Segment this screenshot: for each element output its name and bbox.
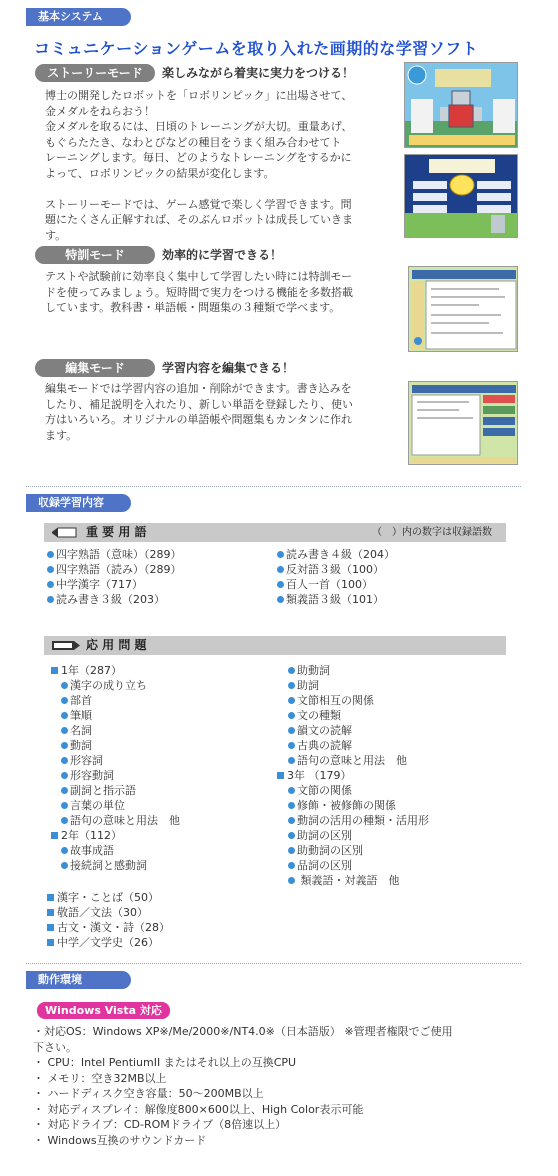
divider bbox=[26, 963, 521, 964]
env-line: ・対応OS：Windows XP※/Me/2000※/NT4.0※（日本語版） ※管理者権限でご使用 bbox=[33, 1025, 453, 1038]
bullet-icon bbox=[288, 802, 295, 809]
list-item: 古文・漢文・詩（28） bbox=[47, 920, 170, 935]
vocab-header-bar bbox=[44, 523, 506, 542]
mode-tagline-story: 楽しみながら着実に実力をつける！ bbox=[162, 66, 355, 80]
mode-desc-story: 博士の開発したロボットを「ロボリンピック」に出場させて、 金メダルをねらおう！ 金メダルを取るには、日頃のトレーニングが大切。重量あげ、 もぐらたたき、なわとびなどの種目をうまく組み合わせてト レーニングします。毎日、どのようなトレーニングをするかに よって、ロボリンピックの結果が変化します。 ストーリーモードでは、ゲーム感覚で楽しく学習できます。問 題にたくさん正解すれば、そのぶんロボットは成長していきま す。 bbox=[45, 89, 353, 242]
list-item: 類義語・対義語 他 bbox=[288, 873, 400, 888]
bullet-icon bbox=[61, 817, 68, 824]
list-item: 助動詞 bbox=[288, 663, 330, 678]
list-item: 2年（112） bbox=[51, 828, 122, 843]
list-item: 故事成語 bbox=[61, 843, 114, 858]
list-item: 類義語３級（101） bbox=[277, 592, 384, 607]
bullet-icon bbox=[288, 817, 295, 824]
bullet-icon bbox=[47, 551, 54, 558]
training-window-image bbox=[409, 267, 518, 352]
bullet-icon bbox=[61, 697, 68, 704]
list-item: 品詞の区別 bbox=[288, 858, 352, 873]
list-item: 中学漢字（717） bbox=[47, 577, 143, 592]
bullet-icon bbox=[288, 667, 295, 674]
bullet-icon bbox=[47, 939, 54, 946]
edit-mode-screenshot bbox=[408, 381, 518, 465]
env-line: ・ メモリ：空き32MB以上 bbox=[33, 1072, 167, 1085]
list-item: 敬語／文法（30） bbox=[47, 905, 148, 920]
bullet-icon bbox=[61, 682, 68, 689]
list-item: 副詞と指示語 bbox=[61, 783, 136, 798]
list-item: 韻文の読解 bbox=[288, 723, 352, 738]
list-item: 語句の意味と用法 他 bbox=[288, 753, 407, 768]
bullet-icon bbox=[47, 894, 54, 901]
bullet-icon bbox=[61, 727, 68, 734]
list-item: 筆順 bbox=[61, 708, 92, 723]
training-mode-screenshot bbox=[408, 266, 518, 352]
bullet-icon bbox=[51, 667, 58, 674]
quiz-scene-image bbox=[405, 155, 518, 238]
bullet-icon bbox=[288, 787, 295, 794]
bullet-icon bbox=[61, 712, 68, 719]
bullet-icon bbox=[47, 581, 54, 588]
robot-scene-image bbox=[405, 63, 518, 148]
bullet-icon bbox=[288, 757, 295, 764]
env-line: ・ 対応ドライブ：CD-ROMドライブ（8倍速以上） bbox=[33, 1118, 287, 1131]
list-item: 古典の読解 bbox=[288, 738, 352, 753]
bullet-icon bbox=[277, 551, 284, 558]
mode-label-edit: 編集モード bbox=[35, 359, 155, 377]
bullet-icon bbox=[61, 862, 68, 869]
bullet-icon bbox=[61, 847, 68, 854]
list-item: 四字熟語（読み）（289） bbox=[47, 562, 182, 577]
list-item: 3年 （179） bbox=[277, 768, 352, 783]
windows-vista-badge: Windows Vista 対応 bbox=[37, 1002, 170, 1019]
list-item: 読み書き３級（203） bbox=[47, 592, 165, 607]
pencil-icon bbox=[52, 527, 78, 538]
section-label-env: 動作環境 bbox=[26, 971, 131, 989]
mode-desc-edit: 編集モードでは学習内容の追加・削除ができます。書き込みを したり、補足説明を入れたり、新しい単語を登録したり、使い 方はいろいろ。オリジナルの単語帳や問題集もカンタンに作れ ます。 bbox=[45, 382, 353, 442]
bullet-icon bbox=[288, 727, 295, 734]
list-item: 語句の意味と用法 他 bbox=[61, 813, 180, 828]
story-mode-screenshot-1 bbox=[404, 62, 518, 148]
bullet-icon bbox=[47, 596, 54, 603]
list-item: 修飾・被修飾の関係 bbox=[288, 798, 396, 813]
bullet-icon bbox=[47, 566, 54, 573]
list-item: 読み書き４級（204） bbox=[277, 547, 395, 562]
headline: コミュニケーションゲームを取り入れた画期的な学習ソフト bbox=[34, 39, 479, 58]
bullet-icon bbox=[288, 697, 295, 704]
bullet-icon bbox=[51, 832, 58, 839]
bullet-icon bbox=[277, 581, 284, 588]
section-label-system: 基本システム bbox=[26, 8, 131, 26]
list-item: 名詞 bbox=[61, 723, 92, 738]
list-item: 漢字・ことば（50） bbox=[47, 890, 159, 905]
mode-label-story: ストーリーモード bbox=[35, 64, 155, 82]
bullet-icon bbox=[47, 909, 54, 916]
bullet-icon bbox=[288, 712, 295, 719]
mode-tagline-edit: 学習内容を編集できる！ bbox=[162, 361, 295, 375]
bullet-icon bbox=[288, 682, 295, 689]
list-item: 百人一首（100） bbox=[277, 577, 373, 592]
applied-title: 応 用 問 題 bbox=[86, 638, 147, 652]
bullet-icon bbox=[47, 924, 54, 931]
env-line: ・ 対応ディスプレイ：解像度800×600以上、High Color表示可能 bbox=[33, 1103, 364, 1116]
bullet-icon bbox=[61, 757, 68, 764]
bullet-icon bbox=[61, 742, 68, 749]
list-item: 接続詞と感動詞 bbox=[61, 858, 147, 873]
env-line: ・ Windows互換のサウンドカード bbox=[33, 1134, 207, 1147]
list-item: 中学／文学史（26） bbox=[47, 935, 159, 950]
vocab-note: （ ）内の数字は収録語数 bbox=[372, 527, 492, 538]
list-item: 四字熟語（意味）（289） bbox=[47, 547, 182, 562]
env-line: ・ CPU：Intel PentiumII またはそれ以上の互換CPU bbox=[33, 1056, 297, 1069]
list-item: 文節相互の関係 bbox=[288, 693, 374, 708]
applied-header-bar bbox=[44, 636, 506, 655]
list-item: 漢字の成り立ち bbox=[61, 678, 147, 693]
pencil-icon bbox=[52, 640, 80, 651]
list-item: 助詞の区別 bbox=[288, 828, 352, 843]
bullet-icon bbox=[288, 742, 295, 749]
list-item: 動詞 bbox=[61, 738, 92, 753]
list-item: 助動詞の区別 bbox=[288, 843, 363, 858]
bullet-icon bbox=[288, 862, 295, 869]
divider bbox=[26, 486, 521, 487]
list-item: 文節の関係 bbox=[288, 783, 352, 798]
bullet-icon bbox=[288, 877, 295, 884]
list-item: 助詞 bbox=[288, 678, 319, 693]
bullet-icon bbox=[277, 566, 284, 573]
list-item: 形容詞 bbox=[61, 753, 103, 768]
env-line: 下さい。 bbox=[33, 1041, 77, 1054]
env-line: ・ ハードディスク空き容量：50～200MB以上 bbox=[33, 1087, 264, 1100]
bullet-icon bbox=[61, 772, 68, 779]
edit-window-image bbox=[409, 382, 518, 465]
bullet-icon bbox=[288, 847, 295, 854]
story-mode-screenshot-2 bbox=[404, 154, 518, 238]
mode-tagline-training: 効率的に学習できる！ bbox=[162, 248, 283, 262]
list-item: 動詞の活用の種類・活用形 bbox=[288, 813, 429, 828]
bullet-icon bbox=[277, 772, 284, 779]
mode-label-training: 特訓モード bbox=[35, 246, 155, 264]
bullet-icon bbox=[277, 596, 284, 603]
list-item: 文の種類 bbox=[288, 708, 341, 723]
list-item: 形容動詞 bbox=[61, 768, 114, 783]
mode-desc-training: テストや試験前に効率良く集中して学習したい時には特訓モー ドを使ってみましょう。短時間で実力をつける機能を多数搭載 しています。教科書・単語帳・問題集の３種類で学べます。 bbox=[45, 270, 353, 314]
vocab-title: 重 要 用 語 bbox=[86, 525, 147, 539]
bullet-icon bbox=[61, 787, 68, 794]
list-item: 部首 bbox=[61, 693, 92, 708]
bullet-icon bbox=[61, 802, 68, 809]
list-item: 1年（287） bbox=[51, 663, 122, 678]
list-item: 反対語３級（100） bbox=[277, 562, 384, 577]
section-label-contents: 収録学習内容 bbox=[26, 494, 131, 512]
list-item: 言葉の単位 bbox=[61, 798, 125, 813]
bullet-icon bbox=[288, 832, 295, 839]
